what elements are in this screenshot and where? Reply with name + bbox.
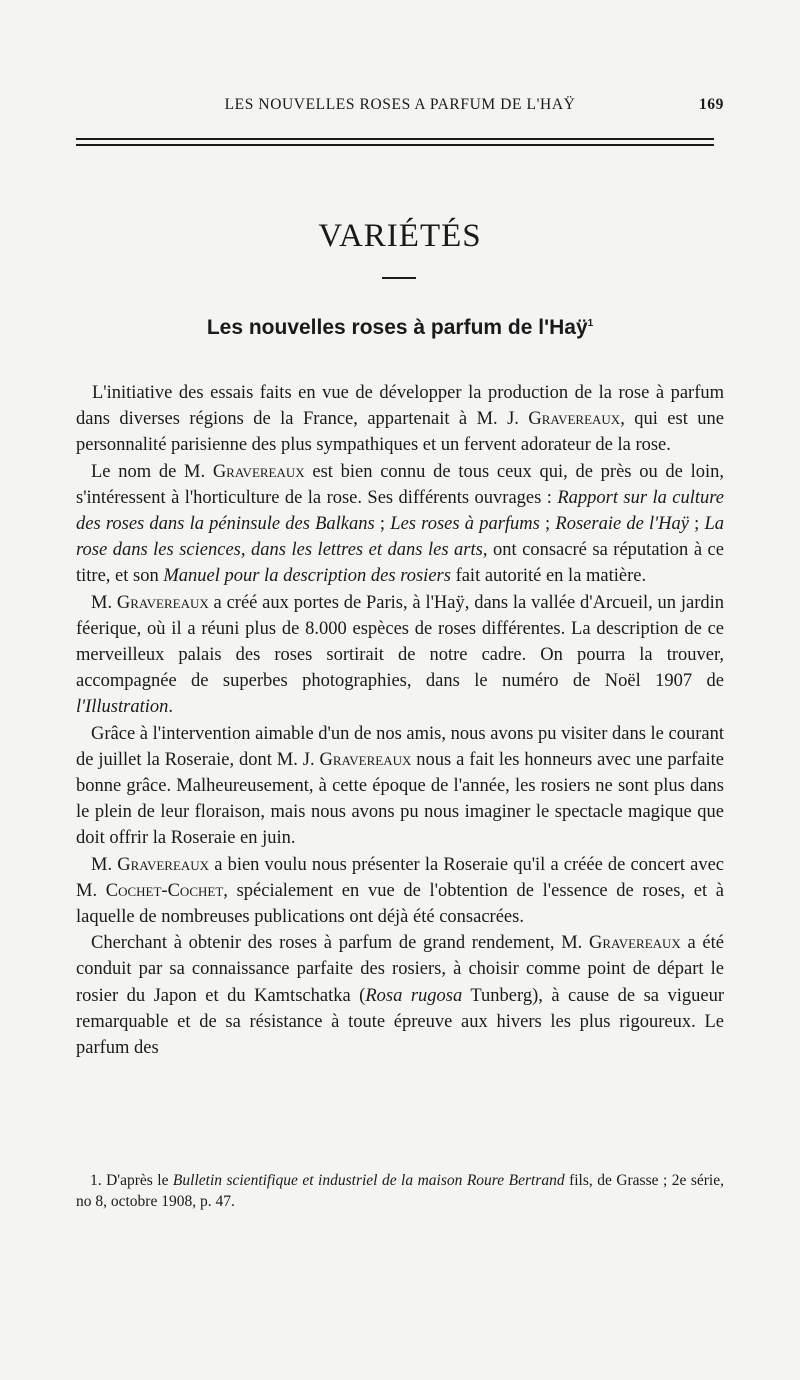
footnote-text-b: fils, de Grasse ; 2e série, no 8, octobre 1908, p. 47. xyxy=(76,1172,724,1210)
article-body xyxy=(76,380,724,1061)
p2-sep-1: ; xyxy=(374,514,391,535)
section-title: VARIÉTÉS xyxy=(318,218,482,254)
p2-sep-3: ; xyxy=(688,514,705,535)
p3-text-b: a créé aux portes de Paris, à l'Haÿ, dans la vallée d'Arcueil, un jardin féerique, où il a réuni plus de 8.000 espèces de roses différentes. La description de ce merveilleux palais des roses sortirait de notre cadre. On pourra la trouver, accompagnée de superbes photographies, dans le numéro de Noël 1907 de xyxy=(76,592,724,692)
p6-text-c: Tunberg), à cause de sa vigueur remarquable et de sa résistance à toute épreuve aux hivers les plus rigoureux. Le parfum des xyxy=(76,985,724,1059)
section-divider xyxy=(382,277,416,279)
p6-text-a: Cherchant à obtenir des roses à parfum de grand rendement, M. xyxy=(91,933,589,954)
p4-author-name: Gravereaux xyxy=(319,749,412,770)
p2-author-name: Gravereaux xyxy=(212,461,305,482)
p6-species-name: Rosa rugosa xyxy=(365,985,463,1006)
p3-author-name: Gravereaux xyxy=(116,592,209,613)
p6-author-name: Gravereaux xyxy=(588,933,681,954)
p1-text-b: , qui est une personnalité parisienne des plus sympathiques et un fervent adorateur de la rose. xyxy=(76,409,724,456)
paragraph-5 xyxy=(76,852,724,931)
footnote-text-a: 1. D'après le xyxy=(90,1172,173,1189)
p2-text-b: est bien connu de tous ceux qui, de près ou de loin, s'intéressent à l'horticulture de la rose. Ses différents ouvrages : xyxy=(76,461,725,508)
paragraph-1 xyxy=(76,380,724,459)
p5-text-a: M. xyxy=(91,854,118,875)
p3-periodical-title: l'Illustration xyxy=(76,697,169,718)
p2-sep-2: ; xyxy=(539,514,556,535)
paragraph-4 xyxy=(76,721,724,852)
p5-author-name: Gravereaux xyxy=(117,854,210,875)
p2-text-d: fait autorité en la matière. xyxy=(450,566,647,587)
footnote-source-title: Bulletin scientifique et industriel de la maison Roure Bertrand xyxy=(172,1172,565,1189)
p6-text-b: a été conduit par sa connaissance parfaite des rosiers, à choisir comme point de départ le rosier du Japon et du Kamtschatka ( xyxy=(76,933,724,1006)
footnote xyxy=(76,1170,724,1212)
p4-text-a: Grâce à l'intervention aimable d'un de nos amis, nous avons pu visiter dans le courant de juillet la Roseraie, dont M. J. xyxy=(76,723,724,770)
p2-work-title-4: La rose dans les sciences, dans les lettres et dans les arts xyxy=(76,514,725,561)
p2-text-c: , ont consacré sa réputation à ce titre, et son xyxy=(76,540,724,587)
p1-author-name: Gravereaux xyxy=(528,409,621,430)
p4-text-b: nous a fait les honneurs avec une parfaite bonne grâce. Malheureusement, à cette époque de l'année, les rosiers ne sont plus dans le plein de leur floraison, mais nous avons pu nous imaginer le spectacle magique que doit offrir la Roseraie en juin. xyxy=(76,749,724,849)
p5-collaborator-name: Cochet-Cochet xyxy=(105,880,224,901)
paragraph-2 xyxy=(76,459,724,590)
p2-text-a: Le nom de M. xyxy=(91,461,213,482)
paragraph-3 xyxy=(76,590,724,721)
p3-text-c: . xyxy=(168,697,173,718)
p3-text-a: M. xyxy=(91,592,117,613)
running-header xyxy=(76,96,724,120)
p5-text-c: , spécialement en vue de l'obtention de l'essence de roses, et à laquelle de nombreuses publications ont déjà été consacrées. xyxy=(76,880,725,928)
page-number: 169 xyxy=(698,96,724,113)
header-rule-bottom xyxy=(76,144,714,146)
article-title-text: Les nouvelles roses à parfum de l'Haÿ xyxy=(206,316,588,339)
p1-text-a: L'initiative des essais faits en vue de développer la production de la rose à parfum dans diverses régions de la France, appartenait à M. J. xyxy=(76,383,724,430)
article-title xyxy=(0,316,800,340)
footnote-marker: 1 xyxy=(587,318,594,329)
p2-work-title-3: Roseraie de l'Haÿ xyxy=(555,514,689,535)
footnote-1 xyxy=(76,1170,724,1212)
p5-text-b: a bien voulu nous présenter la Roseraie qu'il a créée de concert avec M. xyxy=(76,854,724,901)
paragraph-6 xyxy=(76,930,724,1061)
p2-work-title-5: Manuel pour la description des rosiers xyxy=(163,566,451,587)
running-title: LES NOUVELLES ROSES A PARFUM DE L'HAŸ xyxy=(224,96,576,113)
header-rule-top xyxy=(76,138,714,140)
p2-work-title-1: Rapport sur la culture des roses dans la péninsule des Balkans xyxy=(76,487,724,535)
p2-work-title-2: Les roses à parfums xyxy=(390,514,540,535)
